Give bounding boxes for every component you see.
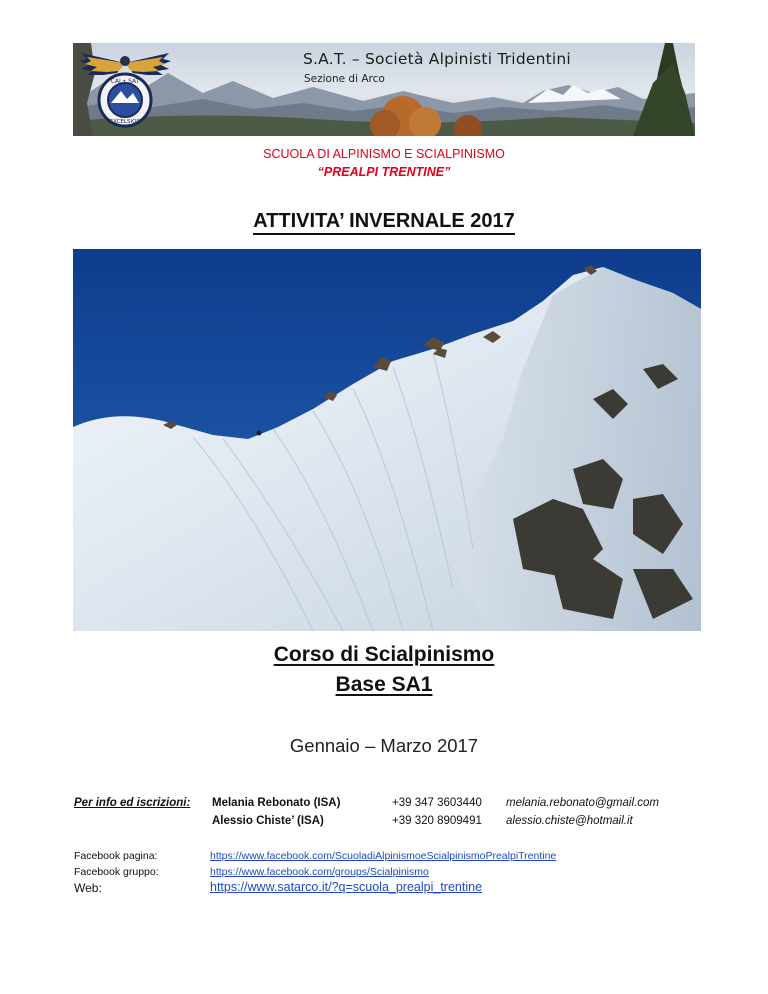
school-title: SCUOLA DI ALPINISMO E SCIALPINISMO xyxy=(263,147,505,161)
snowy-mountain-ridge-photo xyxy=(73,249,701,631)
contact-name: Melania Rebonato (ISA) xyxy=(212,797,341,809)
website-link[interactable]: https://www.satarco.it/?q=scuola_prealpi_trentine xyxy=(210,880,483,894)
info-label: Per info ed iscrizioni: xyxy=(74,797,191,809)
facebook-page-link[interactable]: https://www.facebook.com/ScuoladiAlpinismoeScialpinismoPrealpiTrentine xyxy=(210,850,557,862)
activity-heading-text: ATTIVITA’ INVERNALE 2017 xyxy=(253,210,515,235)
course-period: Gennaio – Marzo 2017 xyxy=(289,735,479,756)
facebook-group-label: Facebook gruppo: xyxy=(74,866,159,878)
banner-subtitle: Sezione di Arco xyxy=(304,73,385,85)
facebook-page-label: Facebook pagina: xyxy=(74,850,158,862)
contact-phone[interactable]: +39 347 3603440 xyxy=(392,797,482,809)
activity-heading xyxy=(0,210,768,233)
course-level-text: Base SA1 xyxy=(335,673,433,696)
svg-text:EXCELSIOR: EXCELSIOR xyxy=(109,119,141,125)
course-title-text: Corso di Scialpinismo xyxy=(273,643,495,666)
course-level xyxy=(0,673,768,697)
contact-phone[interactable]: +39 320 8909491 xyxy=(392,815,482,827)
banner-title: S.A.T. – Società Alpinisti Tridentini xyxy=(303,50,571,68)
contact-email[interactable]: alessio.chiste@hotmail.it xyxy=(506,815,633,827)
contact-email[interactable]: melania.rebonato@gmail.com xyxy=(506,797,659,809)
school-subtitle: “PREALPI TRENTINE” xyxy=(317,165,451,179)
svg-text:CAI • SAT: CAI • SAT xyxy=(110,78,140,85)
facebook-group-link[interactable]: https://www.facebook.com/groups/Scialpinismo xyxy=(210,866,429,878)
header-banner xyxy=(73,43,695,136)
web-label: Web: xyxy=(74,881,102,895)
course-title xyxy=(0,643,768,667)
contact-name: Alessio Chiste’ (ISA) xyxy=(212,815,324,827)
cai-eagle-emblem-icon xyxy=(77,45,173,133)
